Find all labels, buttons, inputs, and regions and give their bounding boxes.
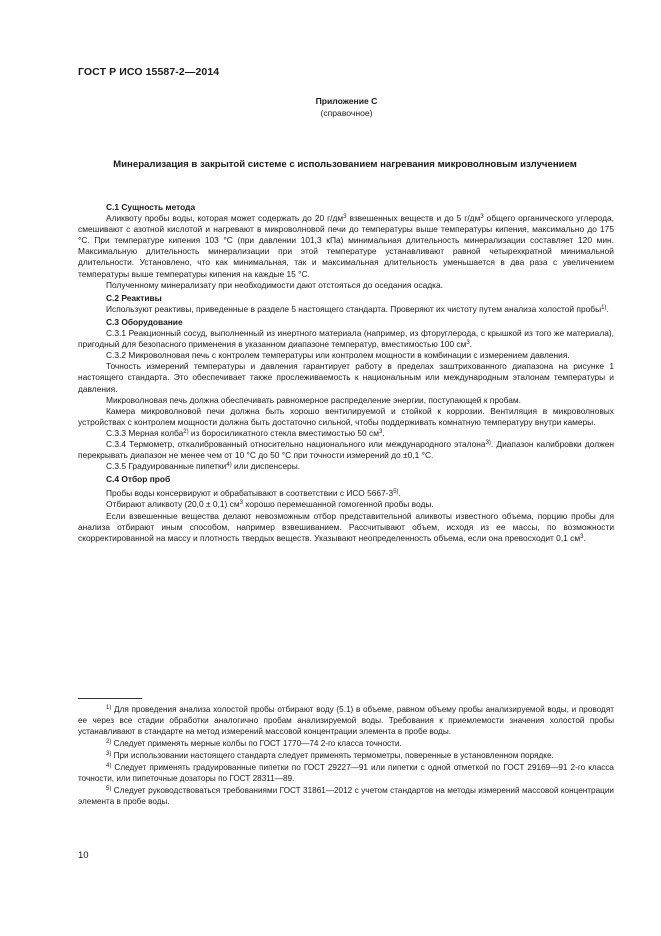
section-heading: С.1 Сущность метода — [106, 202, 196, 212]
footnote: $^{4)}$ Следует применять градуированные пипетки по ГОСТ 29227—91 или пипетки с одной отметкой по ГОСТ 29169—91 2-го класса точности, или пипеточные дозаторы по ГОСТ 28311—89. — [78, 763, 614, 783]
paragraph: Микроволновая печь должна обеспечивать равномерное распределение энергии, поступающей к пробам. — [106, 394, 522, 405]
footnotes — [78, 704, 614, 808]
paragraph: Используют реактивы, приведенные в разделе 5 настоящего стандарта. Проверяют их чистоту путем анализа холостой пробы$^{1)}$. — [106, 303, 609, 314]
section-heading: С.2 Реактивы — [106, 292, 162, 303]
section-title: Минерализация в закрытой системе с использованием нагревания микроволновым излучением — [113, 159, 577, 170]
section-heading: С.4 Отбор проб — [106, 474, 171, 485]
paragraph: Аликвоту пробы воды, которая может содержать до 20 $г/дм^3$ взвешенных веществ и до 5 $г/дм^3$ общего органического углерода, смешивают с азотной кислотой и нагревают в микроволновой печи до температуры выше температуры кипения, максимально до 175 °С. При температуре кипения 103 °С (при давлении 101,3 кПа) минимальная длительность минерализации составляет 120 мин. Максимальную длительность минерализации при этой температуре устанавливают равной четырехкратной минимальной длительности. Установлено, что как минимальная, так и максимальная длительность уменьшается в два раза с увеличением температуры выше температуры кипения на каждые 15 °С. — [78, 213, 615, 279]
document-body — [78, 200, 614, 544]
footnote-divider — [78, 698, 142, 699]
page-number: 10 — [78, 850, 89, 861]
paragraph: Точность измерений температуры и давления гарантирует работу в пределах заштрихованного диапазона на рисунке 1 настоящего стандарта. Это обеспечивает также прослеживаемость к национальным или международным эталонам температуры и давления. — [78, 361, 614, 394]
paragraph: Пробы воды консервируют и обрабатывают в соответствии с ИСО 5667-3$^{5)}$. — [106, 488, 401, 499]
paragraph: Если взвешенные вещества делают невозможным отбор представительной аликвоты известного объема, порцию пробы для анализа отбирают иным способом, например взвешиванием. Рассчитывают объем, исходя из ее массы, по возможности скорректированной на массу и плотность твердых веществ. Указывают неопределенность объема, если она превосходит 0,1 $см^3$. — [78, 510, 614, 543]
section-heading: С.3 Оборудование — [106, 316, 183, 327]
document-header: ГОСТ Р ИСО 15587-2—2014 — [78, 66, 220, 78]
paragraph: С.3.3 Мерная колба$^{2)}$ из боросиликатного стекла вместимостью 50 $см^3$. — [106, 427, 385, 438]
paragraph: С.3.2 Микроволновая печь с контролем температуры или контролем мощности в комбинации с измерением давления. — [106, 350, 570, 361]
footnote: $^{5)}$ Следует руководствоваться требованиями ГОСТ 31861—2012 с учетом стандартов на методы измерений массовой концентрации элемента в пробе воды. — [78, 786, 614, 806]
footnote: $^{1)}$ Для проведения анализа холостой пробы отбирают воду (5.1) в объеме, равном объему пробы анализируемой воды, и проводят ее через все стадии обработки аналогично пробам анализируемой воды. Требования к приемлемости значения холостой пробы устанавливают в стандарте на метод измерений массовой концентрации элемента в пробе воды. — [78, 705, 614, 736]
paragraph: С.3.5 Градуированные пипетки$^{4)}$ или диспенсеры. — [106, 461, 301, 472]
paragraph: С.3.4 Термометр, откалиброванный относительно национального или международного эталона$^{3)}$. Диапазон калибровки должен перекрывать диапазон не менее чем от 10 °С до 50 °С при точности измерений до ±0,1 °С. — [78, 438, 614, 461]
annex-note: (справочное) — [320, 108, 373, 118]
paragraph: Полученному минерализату при необходимости дают отстояться до оседания осадка. — [106, 279, 443, 290]
paragraph: С.3.1 Реакционный сосуд, выполненный из инертного материала (например, из фторуглерода, с крышкой из того же материала), пригодный для безопасного применения в указанном диапазоне температур, вместимостью 100 $см^3$. — [78, 328, 614, 350]
footnote: $^{2)}$ Следует применять мерные колбы по ГОСТ 1770—74 2-го класса точности. — [106, 739, 402, 748]
annex-title: Приложение С — [315, 96, 378, 106]
paragraph: Отбирают аликвоту (20,0 ± 0,1) $см^3$ хорошо перемешанной гомогенной пробы воды. — [106, 499, 434, 510]
paragraph: Камера микроволновой печи должна быть хорошо вентилируемой и стойкой к коррозии. Вентиляция в микроволновых устройствах с контролем мощности должна быть достаточно сильной, чтобы поддерживать комнатную температуру внутри камеры. — [78, 405, 614, 427]
footnote: $^{3)}$ При использовании настоящего стандарта следует применять термометры, поверенные в установленном порядке. — [106, 751, 554, 760]
